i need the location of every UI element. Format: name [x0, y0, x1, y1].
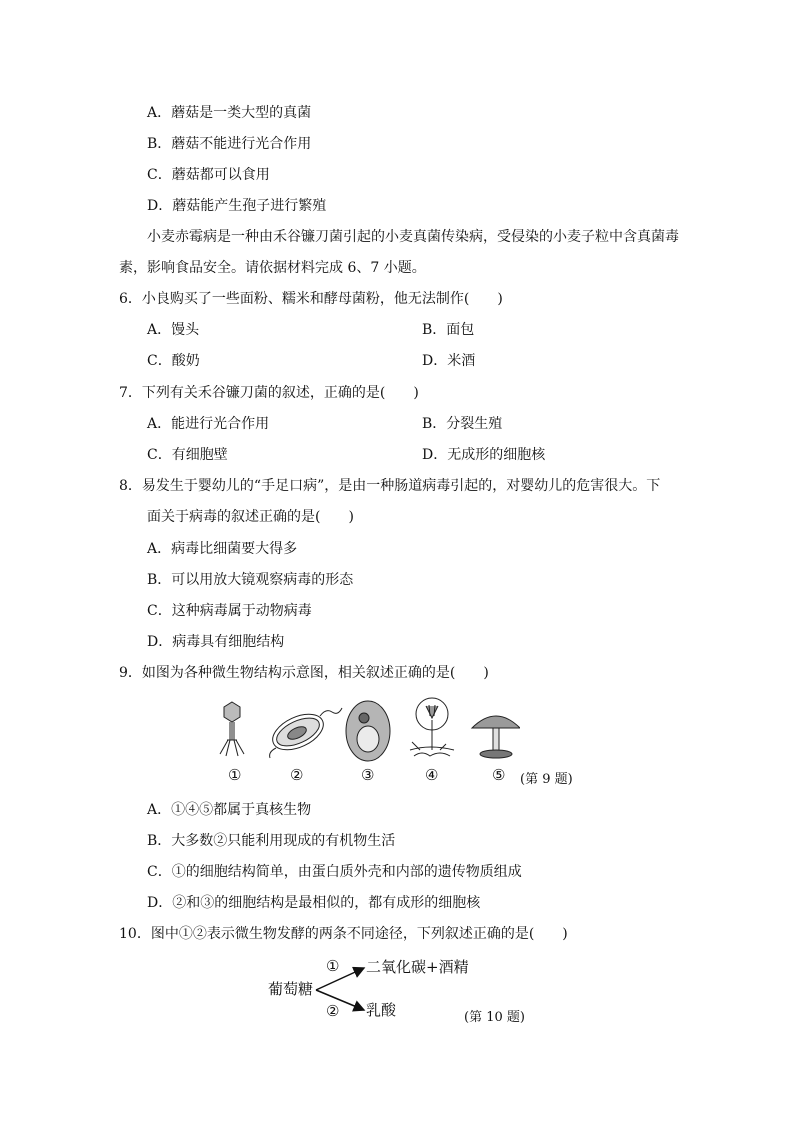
q6-option-d: D．米酒	[422, 353, 476, 369]
q10-source-glucose: 葡萄糖	[268, 980, 314, 998]
q7-option-b: B．分裂生殖	[422, 416, 503, 432]
q9-stem: 9．如图为各种微生物结构示意图，相关叙述正确的是( )	[119, 665, 489, 681]
q10-arrows	[314, 960, 370, 1020]
q9-label-2: ②	[290, 766, 304, 784]
q8-option-b: B．可以用放大镜观察病毒的形态	[147, 572, 354, 588]
q7-option-c: C．有细胞壁	[147, 447, 228, 463]
q9-option-a: A．①④⑤都属于真核生物	[147, 802, 312, 818]
bacterium-illustration	[267, 707, 342, 758]
q6-option-a: A．馒头	[147, 322, 200, 338]
bacteriophage-illustration	[220, 702, 244, 756]
q9-option-d: D．②和③的细胞结构是最相似的，都有成形的细胞核	[147, 895, 481, 911]
q9-label-5: ⑤	[492, 766, 506, 784]
q9-label-1: ①	[228, 766, 242, 784]
q6-option-b: B．面包	[422, 322, 475, 338]
material-line-2: 素，影响食品安全。请依据材料完成 6、7 小题。	[119, 260, 426, 276]
q7-stem: 7．下列有关禾谷镰刀菌的叙述，正确的是( )	[119, 385, 419, 401]
q8-stem-line-1: 8．易发生于婴幼儿的“手足口病”，是由一种肠道病毒引起的，对婴幼儿的危害很大。下	[119, 478, 661, 494]
q9-option-b: B．大多数②只能利用现成的有机物生活	[147, 833, 396, 849]
q10-path1-product: 二氧化碳+酒精	[366, 958, 469, 976]
q9-label-3: ③	[361, 766, 375, 784]
q5-option-b: B．蘑菇不能进行光合作用	[147, 136, 312, 152]
q8-stem-line-2: 面关于病毒的叙述正确的是( )	[147, 509, 354, 525]
q5-option-a: A．蘑菇是一类大型的真菌	[147, 105, 312, 121]
q10-path1-number: ①	[326, 957, 340, 975]
q8-option-a: A．病毒比细菌要大得多	[147, 541, 298, 557]
material-line-1: 小麦赤霉病是一种由禾谷镰刀菌引起的小麦真菌传染病，受侵染的小麦子粒中含真菌毒	[147, 229, 679, 245]
q9-caption: (第 9 题)	[520, 772, 573, 787]
q6-stem: 6．小良购买了一些面粉、糯米和酵母菌粉，他无法制作( )	[119, 291, 503, 307]
mushroom-illustration	[472, 716, 520, 758]
q5-option-c: C．蘑菇都可以食用	[147, 167, 270, 183]
q9-figure	[200, 696, 520, 766]
q7-option-d: D．无成形的细胞核	[422, 447, 546, 463]
q8-option-d: D．病毒具有细胞结构	[147, 634, 285, 650]
q9-label-4: ④	[425, 766, 439, 784]
q5-option-d: D．蘑菇能产生孢子进行繁殖	[147, 198, 327, 214]
mold-illustration	[410, 698, 454, 756]
arrow-path-1	[316, 968, 364, 990]
q9-option-c: C．①的细胞结构简单，由蛋白质外壳和内部的遗传物质组成	[147, 864, 522, 880]
q10-path2-number: ②	[326, 1002, 340, 1020]
q10-path2-product: 乳酸	[366, 1001, 397, 1019]
q7-option-a: A．能进行光合作用	[147, 416, 270, 432]
arrow-path-2	[316, 990, 364, 1010]
q10-caption: (第 10 题)	[464, 1010, 525, 1025]
q10-stem: 10．图中①②表示微生物发酵的两条不同途径，下列叙述正确的是( )	[119, 926, 568, 942]
yeast-illustration	[346, 701, 390, 761]
q6-option-c: C．酸奶	[147, 353, 200, 369]
q8-option-c: C．这种病毒属于动物病毒	[147, 603, 312, 619]
